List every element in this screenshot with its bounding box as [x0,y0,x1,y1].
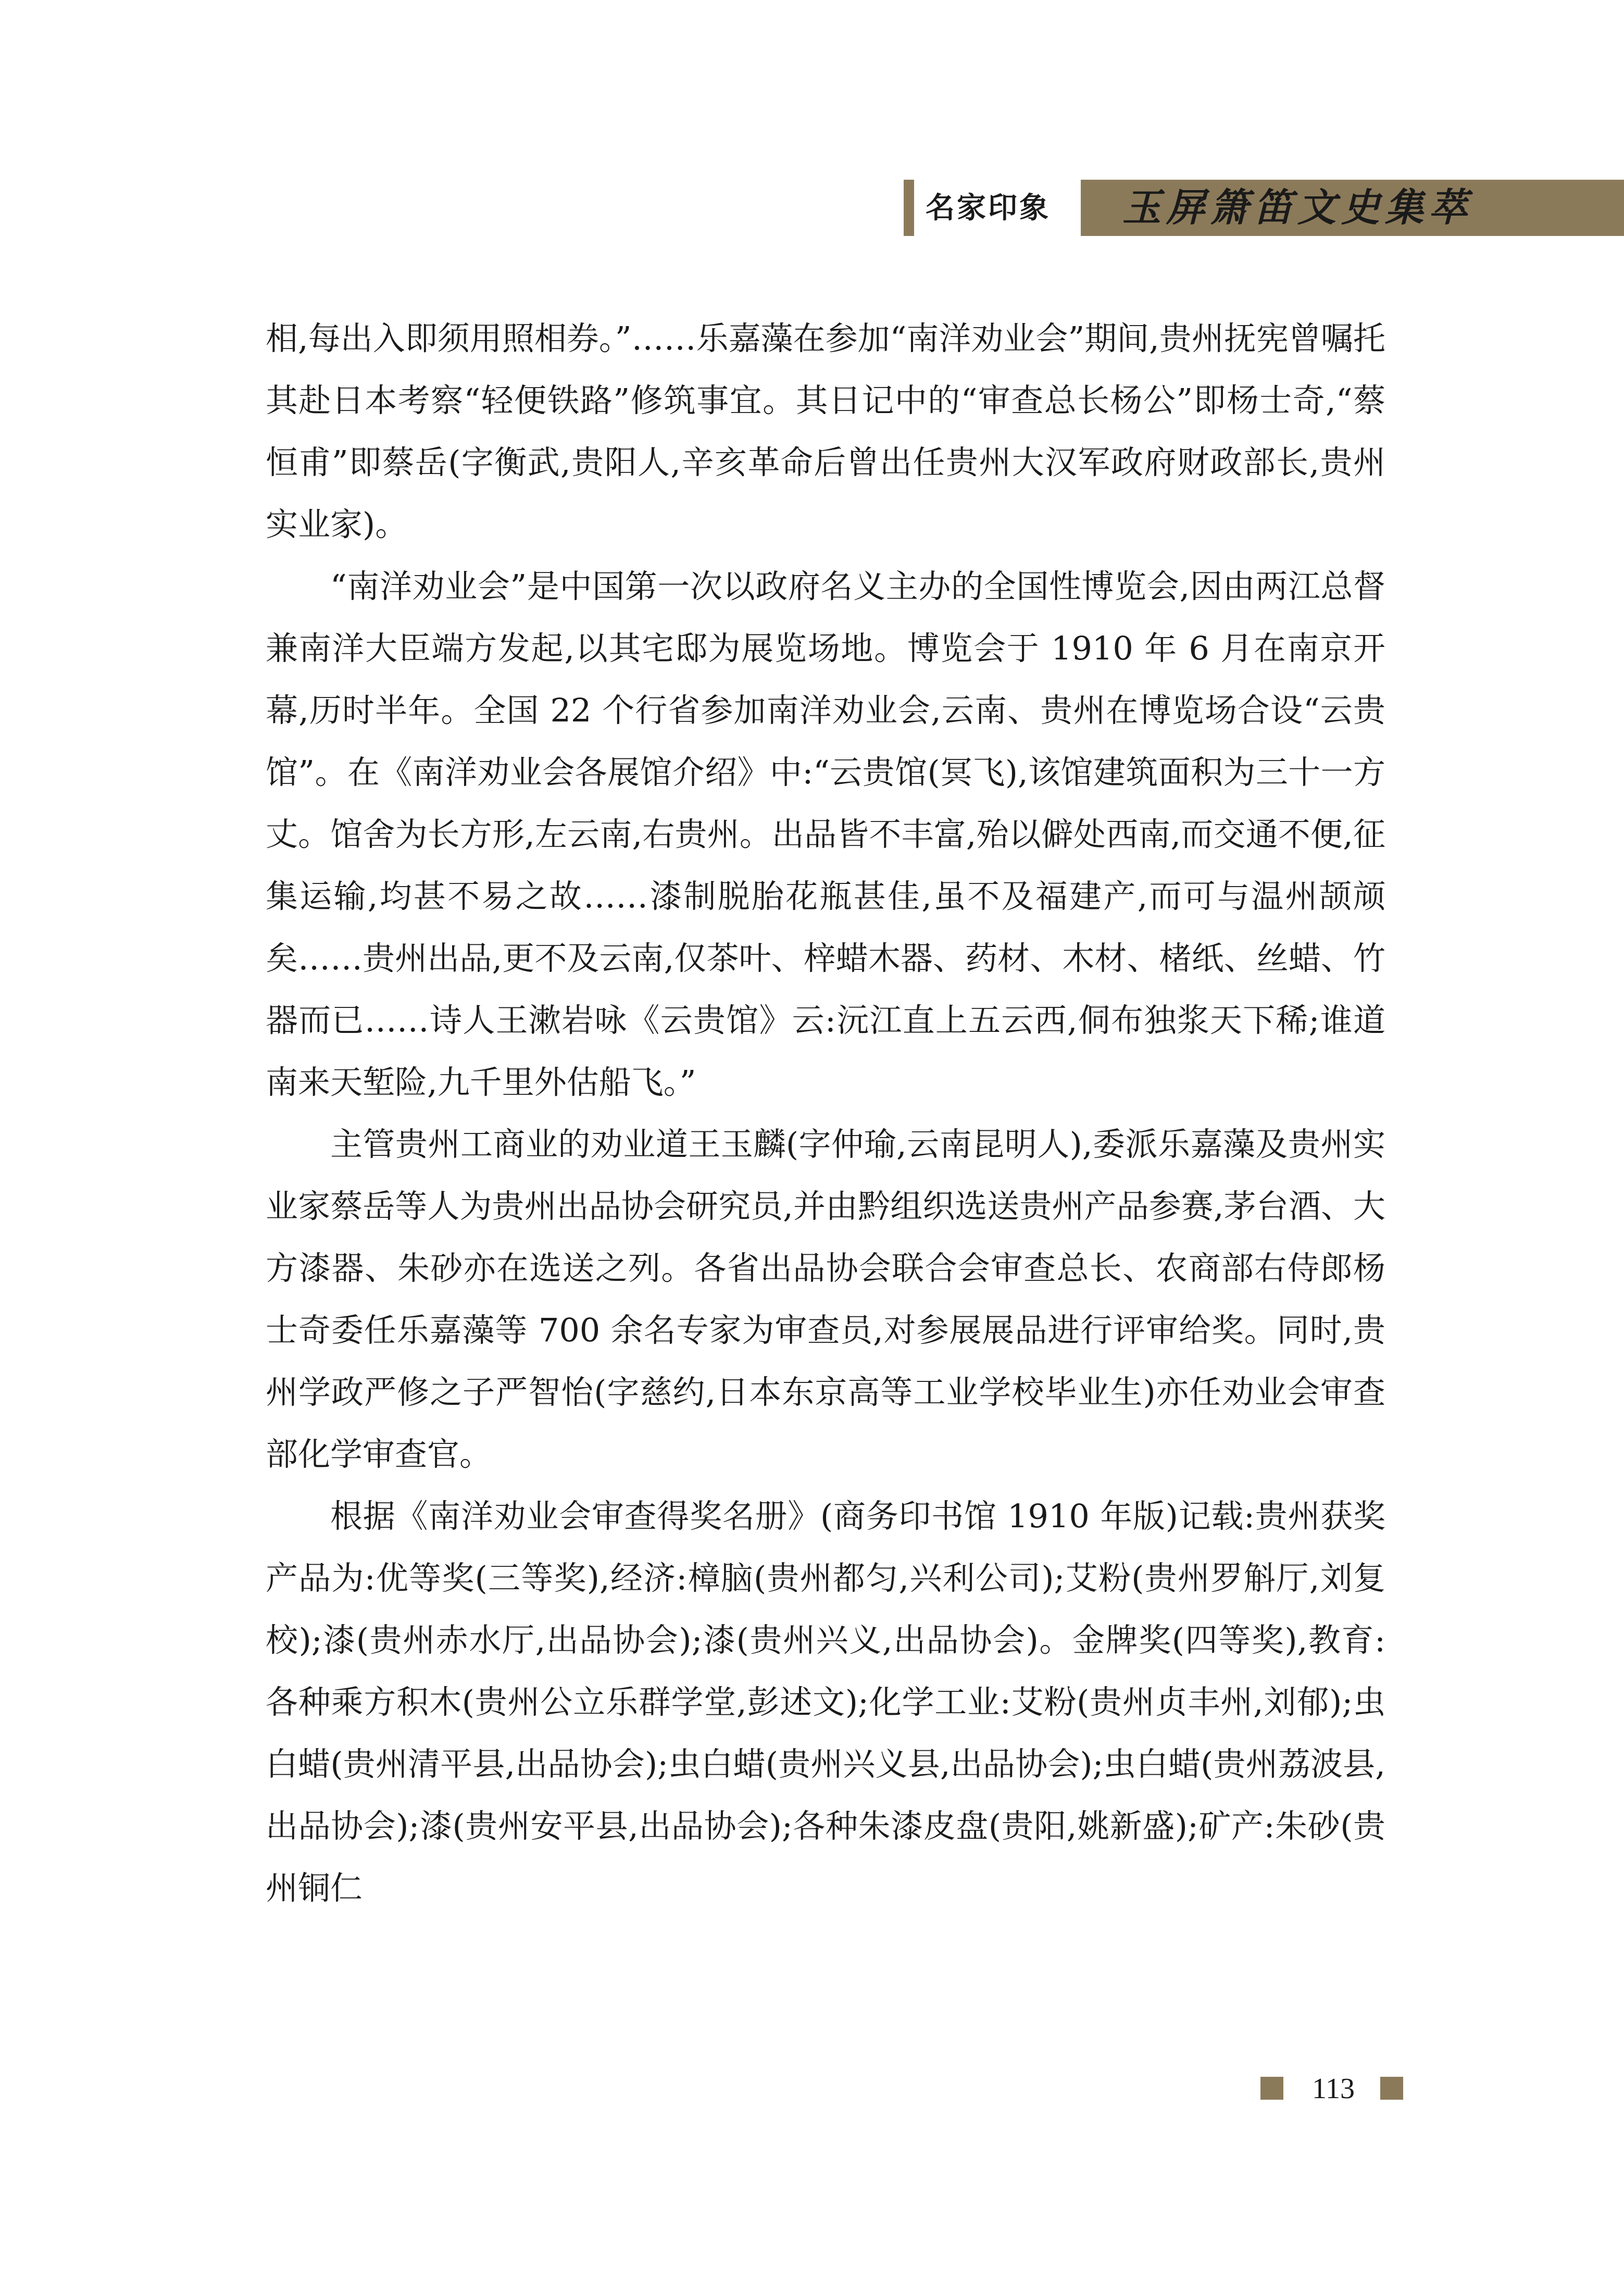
header-series-title: 玉屏箫笛文史集萃 [1122,185,1472,230]
paragraph: “南洋劝业会”是中国第一次以政府名义主办的全国性博览会,因由两江总督兼南洋大臣端方发起,以其宅邸为展览场地。博览会于 1910 年 6 月在南京开幕,历时半年。全国 22 个行省参加南洋劝业会,云南、贵州在博览场合设“云贵馆”。在《南洋劝业会各展馆介绍》中:“云贵馆(冥飞),该馆建筑面积为三十一方丈。馆舍为长方形,左云南,右贵州。出品皆不丰富,殆以僻处西南,而交通不便,征集运输,均甚不易之故……漆制脱胎花瓶甚佳,虽不及福建产,而可与温州颉颃矣……贵州出品,更不及云南,仅茶叶、梓蜡木器、药材、木材、楮纸、丝蜡、竹器而已……诗人王漱岩咏《云贵馆》云:沅江直上五云西,侗布独浆天下稀;谁道南来天堑险,九千里外估船飞。” [266,567,1385,1101]
paragraph: 根据《南洋劝业会审查得奖名册》(商务印书馆 1910 年版)记载:贵州获奖产品为:优等奖(三等奖),经济:樟脑(贵州都匀,兴利公司);艾粉(贵州罗斛厅,刘复校);漆(贵州赤水厅,出品协会);漆(贵州兴义,出品协会)。金牌奖(四等奖),教育:各种乘方积木(贵州公立乐群学堂,彭述文);化学工业:艾粉(贵州贞丰州,刘郁);虫白蜡(贵州清平县,出品协会);虫白蜡(贵州兴义县,出品协会);虫白蜡(贵州荔波县,出品协会);漆(贵州安平县,出品协会);各种朱漆皮盘(贵阳,姚新盛);矿产:朱砂(贵州铜仁 [266,1497,1385,1907]
running-header [904,180,1624,236]
footer-square-left [1260,2077,1283,2100]
page-footer [1260,2071,1417,2107]
header-section-title: 名家印象 [926,191,1051,225]
page-number: 113 [1312,2073,1355,2105]
header-accent-bar [904,180,914,236]
paragraph: 相,每出入即须用照相券。”……乐嘉藻在参加“南洋劝业会”期间,贵州抚宪曾嘱托其赴日本考察“轻便铁路”修筑事宜。其日记中的“审查总长杨公”即杨士奇,“蔡恒甫”即蔡岳(字衡武,贵阳人,辛亥革命后曾出任贵州大汉军政府财政部长,贵州实业家)。 [266,319,1385,543]
body-text [266,307,1385,1919]
paragraph: 主管贵州工商业的劝业道王玉麟(字仲瑜,云南昆明人),委派乐嘉藻及贵州实业家蔡岳等人为贵州出品协会研究员,并由黔组织选送贵州产品参赛,茅台酒、大方漆器、朱砂亦在选送之列。各省出品协会联合会审查总长、农商部右侍郎杨士奇委任乐嘉藻等 700 余名专家为审查员,对参展展品进行评审给奖。同时,贵州学政严修之子严智怡(字慈约,日本东京高等工业学校毕业生)亦任劝业会审查部化学审查官。 [266,1125,1385,1473]
footer-square-right [1380,2077,1403,2100]
